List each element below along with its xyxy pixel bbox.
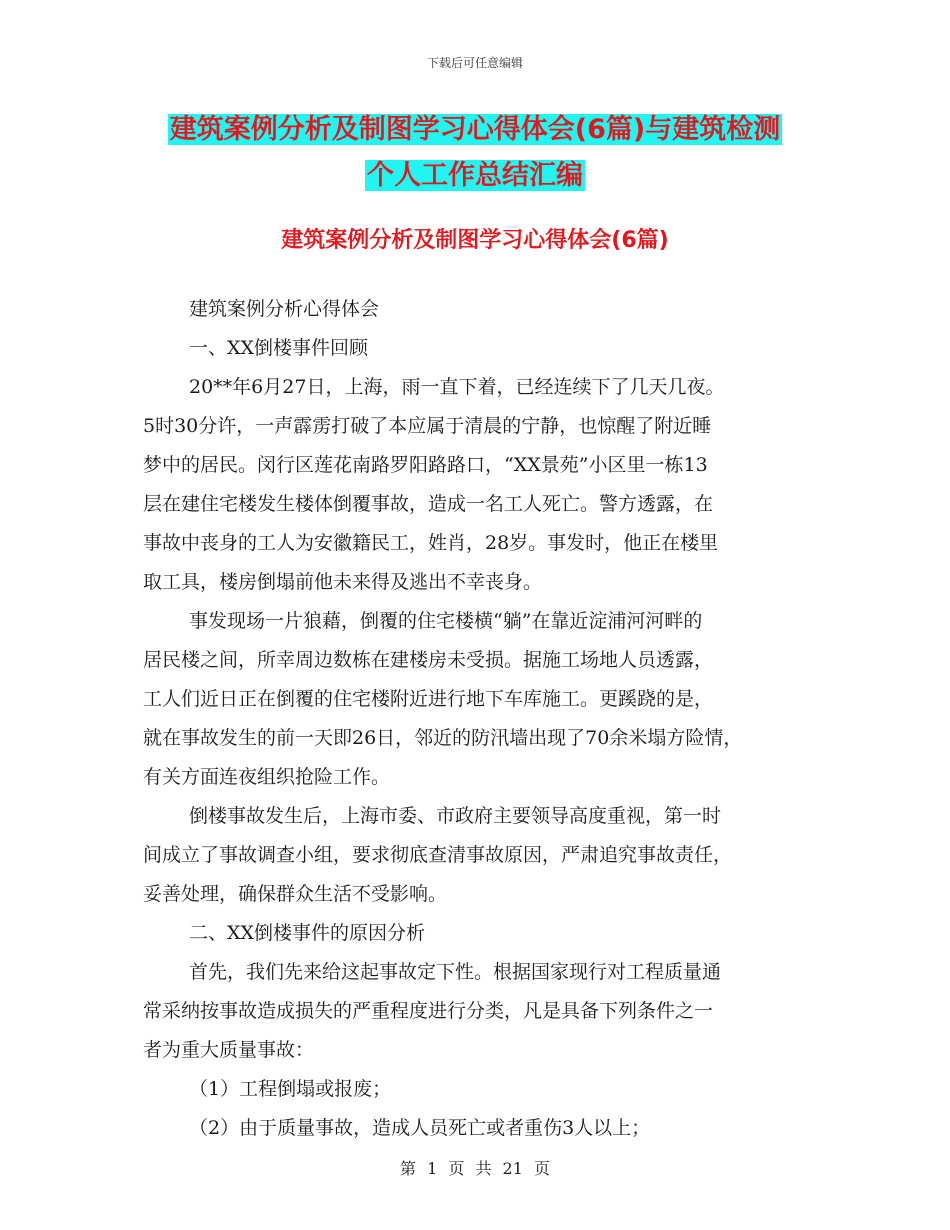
title-highlight: 建筑案例分析及制图学习心得体会(6篇)与建筑检测 [169,114,781,145]
body-text [143,290,843,1148]
header-note: 下载后可任意编辑 [426,56,523,70]
text-line: 居民楼之间，所幸周边数栋在建楼房未受损。据施工场地人员透露， [143,649,714,671]
text-line: 者为重大质量事故： [143,1039,315,1061]
text-line: 有关方面连夜组织抢险工作。 [143,766,391,788]
text-line: 事故中丧身的工人为安徽籍民工，姓肖，28岁。事发时，他正在楼里 [143,532,719,554]
document-title-line-1 [0,108,950,152]
text-line: 首先，我们先来给这起事故定下性。根据国家现行对工程质量通 [189,961,722,983]
text-line: 20**年6月27日，上海，雨一直下着，已经连续下了几天几夜。 [189,376,725,398]
document-title-line-2 [0,154,950,198]
text-line: 倒楼事故发生后，上海市委、市政府主要领导高度重视，第一时 [189,805,722,827]
text-line: （1）工程倒塌或报废； [189,1078,392,1100]
text-line: 工人们近日正在倒覆的住宅楼附近进行地下车库施工。更蹊跷的是， [143,688,714,710]
text-line: 事发现场一片狼藉，倒覆的住宅楼横“躺”在靠近淀浦河河畔的 [189,610,703,632]
text-line: 就在事故发生的前一天即26日，邻近的防汛墙出现了70余米塌方险情， [143,727,743,749]
text-line: 常采纳按事故造成损失的严重程度进行分类，凡是具备下列条件之一 [143,1000,714,1022]
text-line: 梦中的居民。闵行区莲花南路罗阳路路口，“XX景苑”小区里一栋13 [143,454,708,476]
text-line: 妥善处理，确保群众生活不受影响。 [143,883,448,905]
text-line: 5时30分许，一声霹雳打破了本应属于清晨的宁静，也惊醒了附近睡 [143,415,712,437]
text-line: 建筑案例分析心得体会 [189,298,380,320]
text-line: （2）由于质量事故，造成人员死亡或者重伤3人以上； [189,1117,651,1139]
text-line: 层在建住宅楼发生楼体倒覆事故，造成一名工人死亡。警方透露，在 [143,493,714,515]
text-line: 二、XX倒楼事件的原因分析 [189,922,426,944]
title-highlight: 个人工作总结汇编 [367,160,583,191]
text-line: 取工具，楼房倒塌前他未来得及逃出不幸丧身。 [143,571,543,593]
page-footer: 第 1 页 共 21 页 [400,1159,550,1178]
section-title: 建筑案例分析及制图学习心得体会(6篇) [281,228,669,253]
text-line: 间成立了事故调查小组，要求彻底查清事故原因，严肃追究事故责任， [143,844,733,866]
text-line: 一、XX倒楼事件回顾 [189,337,369,359]
